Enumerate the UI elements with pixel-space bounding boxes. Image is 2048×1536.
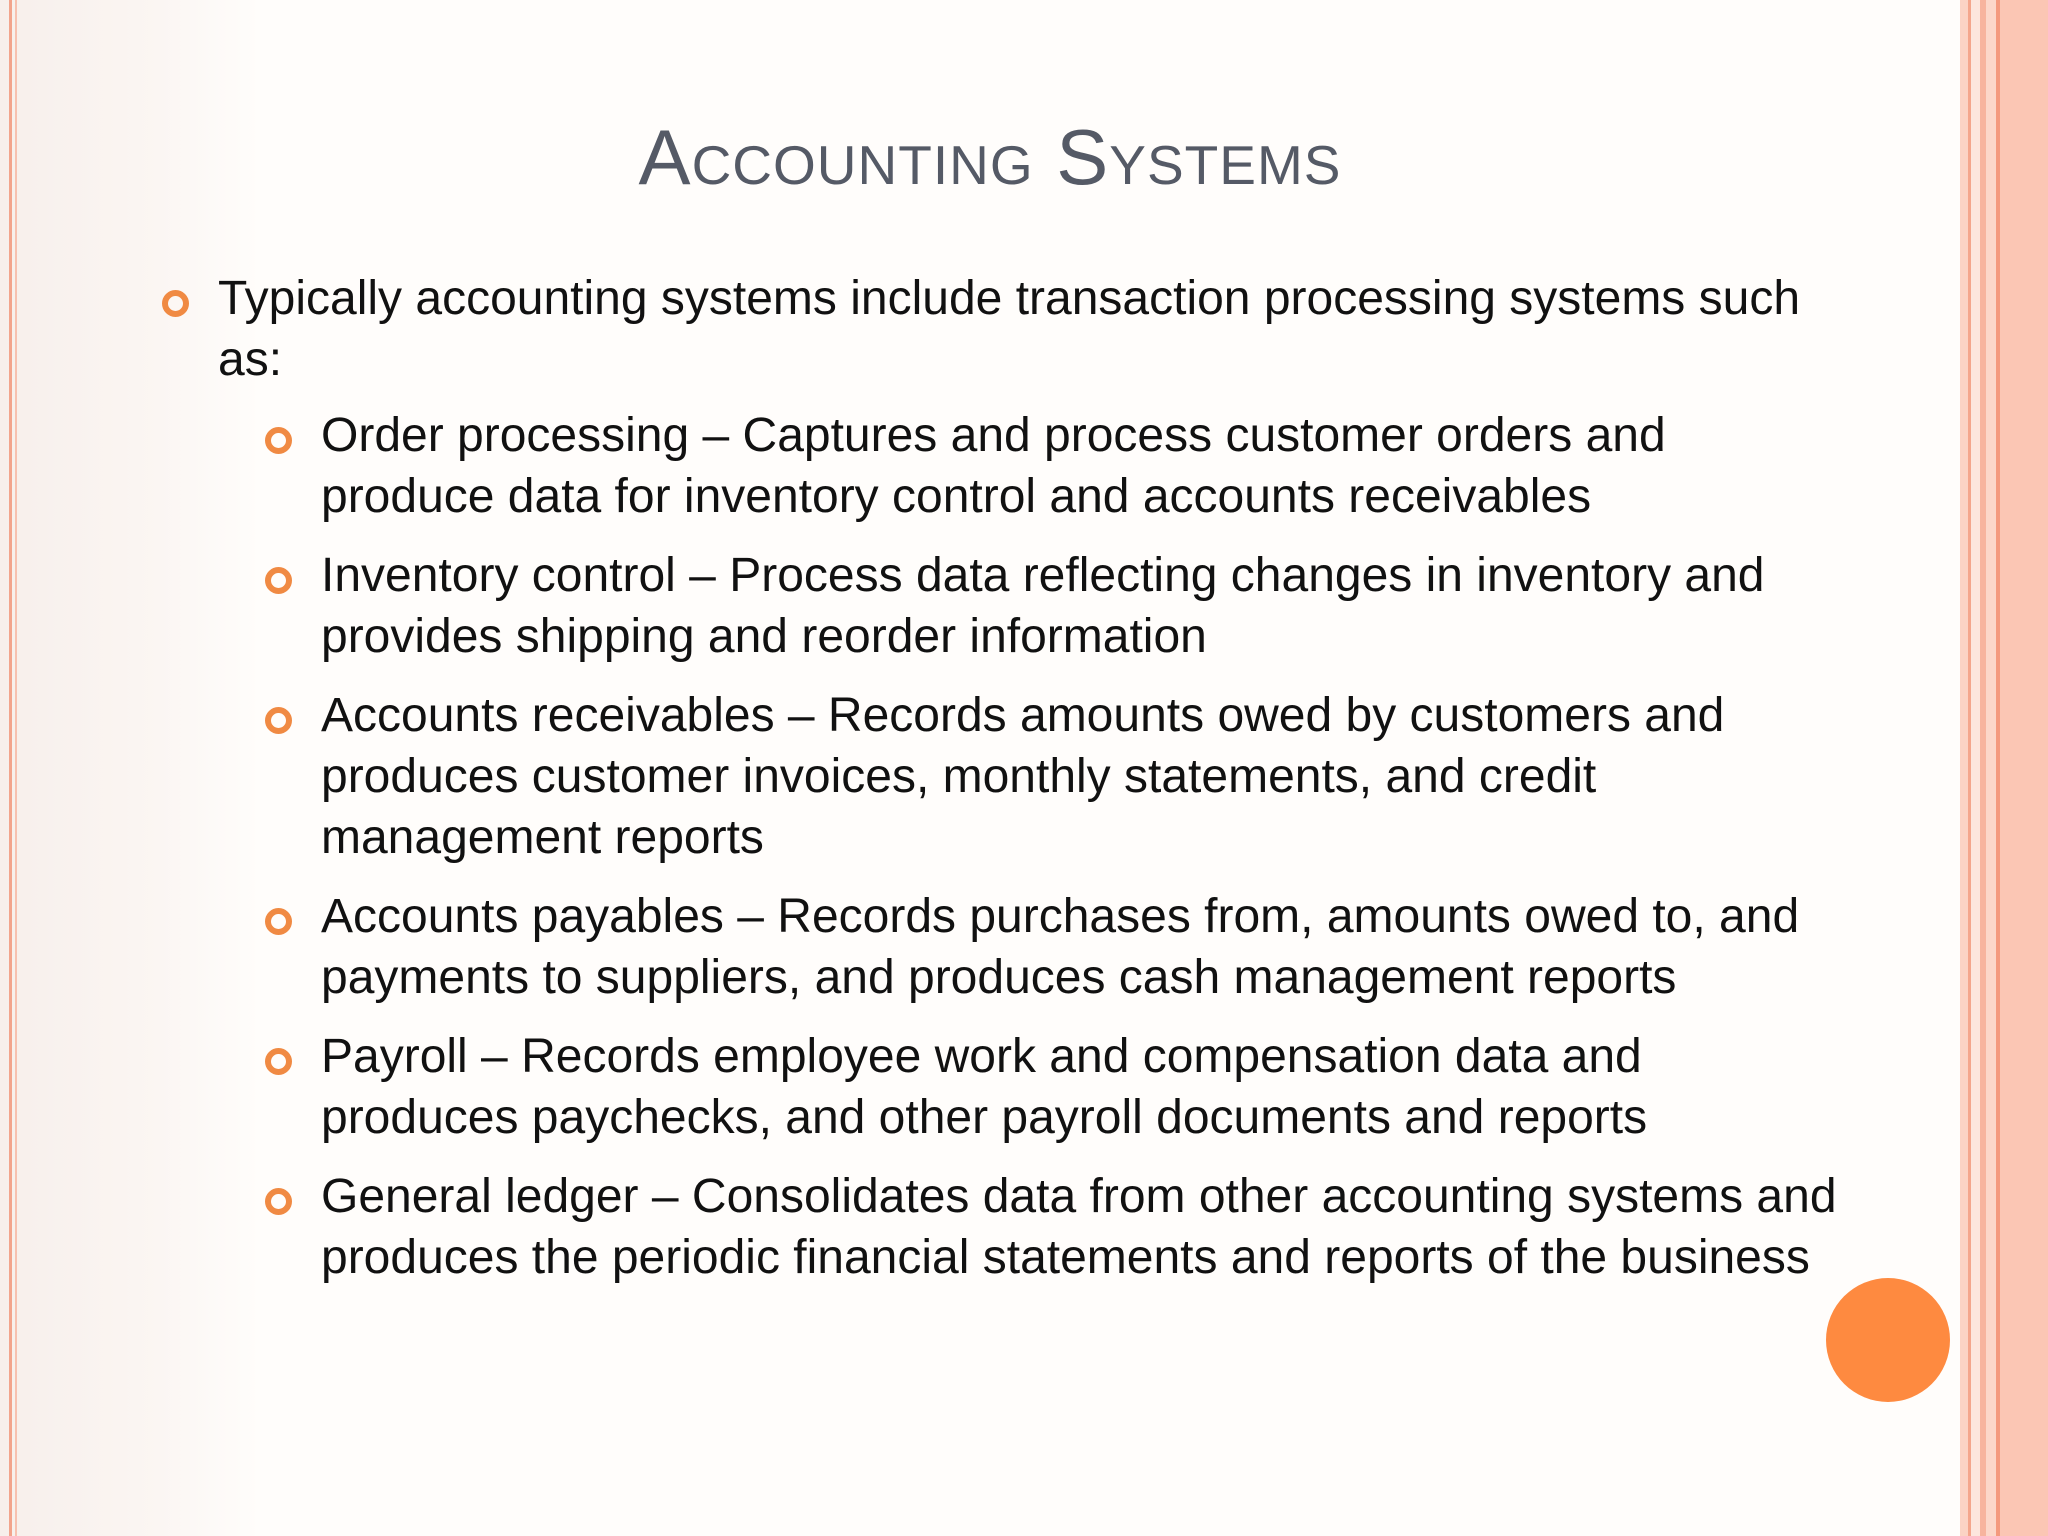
left-border-line-inner bbox=[15, 0, 17, 1536]
sub-bullet-item bbox=[150, 1026, 1840, 1148]
bullet-text: Typically accounting systems include transaction processing systems such as: bbox=[218, 272, 1801, 386]
right-decorative-band bbox=[2000, 0, 2048, 1536]
sub-bullet-item bbox=[150, 1166, 1840, 1288]
sub-bullet-item bbox=[150, 685, 1840, 868]
right-decorative-stripe bbox=[1971, 0, 1980, 1536]
sub-bullet-text: Payroll – Records employee work and compensation data and produces paychecks, and other payroll documents and reports bbox=[321, 1030, 1648, 1144]
ring-bullet-icon bbox=[265, 1188, 292, 1215]
ring-bullet-icon bbox=[265, 908, 292, 935]
ring-bullet-icon bbox=[265, 567, 292, 594]
ring-bullet-icon bbox=[265, 1048, 292, 1075]
slide-title: Accounting Systems bbox=[638, 113, 1342, 201]
sub-bullet-item bbox=[150, 886, 1840, 1008]
left-border-line bbox=[9, 0, 12, 1536]
sub-bullet-text: Accounts receivables – Records amounts owed by customers and produces customer invoices, monthly statements, and credit management reports bbox=[321, 689, 1725, 864]
orange-circle-decoration bbox=[1826, 1278, 1950, 1402]
sub-bullet-item bbox=[150, 405, 1840, 527]
sub-bullet-item bbox=[150, 545, 1840, 667]
right-decorative-stripe bbox=[1960, 0, 1968, 1536]
ring-bullet-icon bbox=[265, 427, 292, 454]
sub-bullet-text: Order processing – Captures and process customer orders and produce data for inventory control and accounts receivables bbox=[321, 409, 1666, 523]
sub-bullet-text: General ledger – Consolidates data from other accounting systems and produces the periodic financial statements and reports of the business bbox=[321, 1170, 1837, 1284]
ring-bullet-icon bbox=[162, 290, 189, 317]
bullet-item-intro bbox=[150, 268, 1840, 390]
ring-bullet-icon bbox=[265, 707, 292, 734]
right-decorative-stripe bbox=[1986, 0, 1996, 1536]
slide-content bbox=[150, 268, 1840, 1306]
sub-bullet-text: Accounts payables – Records purchases from, amounts owed to, and payments to suppliers, and produces cash management reports bbox=[321, 890, 1800, 1004]
sub-bullet-text: Inventory control – Process data reflecting changes in inventory and provides shipping and reorder information bbox=[321, 549, 1765, 663]
